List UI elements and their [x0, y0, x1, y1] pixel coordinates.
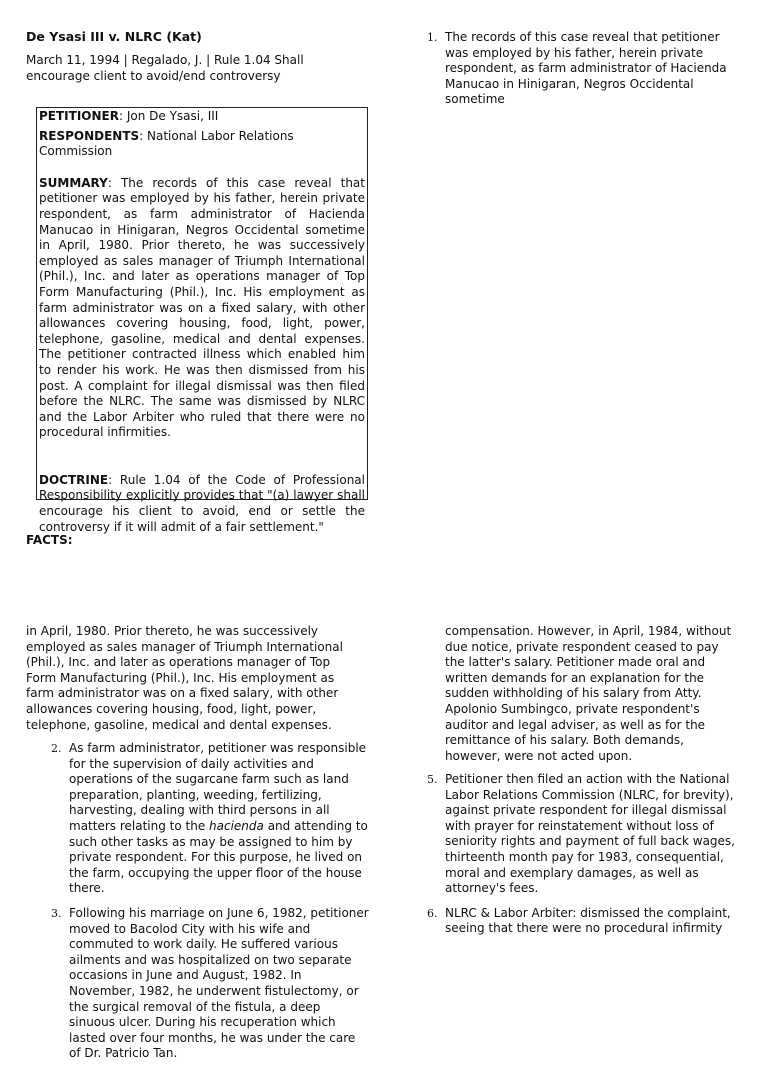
doctrine-paragraph: [39, 473, 365, 535]
case-meta: March 11, 1994 | Regalado, J. | Rule 1.04 Shall encourage client to avoid/end controversy: [26, 53, 304, 83]
summary-label: SUMMARY: [39, 175, 108, 190]
summary-paragraph: [39, 176, 365, 441]
respondents-line: [39, 129, 365, 160]
fact-item-1: [427, 30, 745, 108]
petitioner-value: : Jon De Ysasi, III: [118, 109, 219, 123]
fact-text: The records of this case reveal that petitioner was employed by his father, herein private respondent, as farm administrator of Hacienda Manucao in Hinigaran, Negros Occidental sometime: [445, 30, 727, 107]
petitioner-label: PETITIONER: [39, 109, 119, 123]
fact-item-2: [51, 741, 369, 897]
fact-number: 5.: [427, 773, 438, 786]
facts-continuation-left: [26, 624, 348, 733]
fact-item-5: [427, 772, 741, 897]
doctrine-text: : Rule 1.04 of the Code of Professional Responsibility explicitly provides that "(a) lawyer shall encourage his client to avoid, end or settle the controversy if it will admit of a fair settlement.": [39, 472, 365, 534]
facts-list-start: [427, 30, 745, 108]
respondents-value: : National Labor Relations Commission: [39, 128, 294, 159]
fact-text-italic: hacienda: [209, 818, 264, 833]
case-title: De Ysasi III v. NLRC (Kat): [26, 29, 202, 44]
facts-column-right: [427, 772, 741, 946]
respondents-label: RESPONDENTS: [39, 128, 140, 143]
fact-item-1-continued: in April, 1980. Prior thereto, he was successively employed as sales manager of Triumph International (Phil.), Inc. and later as operations manager of Top Form Manufacturing (Phil.), Inc. His employment as farm administrator was on a fixed salary, with other allowances covering housing, food, light, power, telephone, gasoline, medical and dental expenses.: [26, 624, 343, 732]
facts-heading: FACTS:: [26, 533, 73, 547]
facts-column-top-right: [427, 30, 745, 117]
fact-item-6: [427, 905, 741, 937]
facts-column-left: [51, 741, 369, 1071]
petitioner-line: [39, 109, 365, 125]
doctrine-label: DOCTRINE: [39, 472, 109, 487]
facts-list-left: [51, 741, 369, 1062]
fact-number: 3.: [51, 906, 62, 920]
fact-text: NLRC & Labor Arbiter: dismissed the complaint, seeing that there were no procedural infirmity: [445, 905, 731, 936]
fact-text: Following his marriage on June 6, 1982, petitioner moved to Bacolod City with his wife and commuted to work daily. He suffered various ailments and was hospitalized on two separate occasions in June and August, 1982. In November, 1982, he underwent fistulectomy, or the surgical removal of the fistula, a deep sinuous ulcer. During his recuperation which lasted over four months, he was under the care of Dr. Patricio Tan.: [69, 905, 369, 1061]
facts-continuation-right: [445, 624, 741, 764]
summary-text: : The records of this case reveal that petitioner was employed by his father, herein private respondent, as farm administrator of Hacienda Manucao in Hinigaran, Negros Occidental sometime in April, 1980. Prior thereto, he was successively employed as sales manager of Triumph International (Phil.), Inc. and later as operations manager of Top Form Manufacturing (Phil.), Inc. His employment as farm administrator was on a fixed salary, with other allowances covering housing, food, light, power, telephone, gasoline, medical and dental expenses. The petitioner contracted illness which enabled him to render his work. He was then dismissed from his post. A complaint for illegal dismissal was then filed before the NLRC. The same was dismissed by NLRC and the Labor Arbiter who ruled that there were no procedural infirmities.: [39, 175, 365, 440]
case-summary-box[interactable]: [36, 107, 368, 534]
fact-text: As farm administrator, petitioner was responsible for the supervision of daily activities and operations of the sugarcane farm such as land preparation, planting, weeding, fertilizing, harvesting, dealing with third persons in all matters relating to the: [69, 741, 367, 833]
fact-number: 6.: [427, 906, 438, 920]
facts-list-right: [427, 772, 741, 937]
fact-text: and attending to such other tasks as may be assigned to him by private respondent. For this purpose, he lived on the farm, occupying the upper floor of the house there.: [69, 818, 368, 896]
fact-item-4-continued: compensation. However, in April, 1984, without due notice, private respondent ceased to pay the latter's salary. Petitioner made oral and written demands for an explanation for the sudden withholding of his salary from Atty. Apolonio Sumbingco, private respondent's auditor and legal adviser, as well as for the remittance of his salary. Both demands, however, were not acted upon.: [445, 624, 732, 763]
fact-text: Petitioner then filed an action with the National Labor Relations Commission (NLRC, for brevity), against private respondent for illegal dismissal with prayer for reinstatement without loss of seniority rights and payment of full back wages, thirteenth month pay for 1983, consequential, moral and exemplary damages, as well as attorney's fees.: [445, 772, 735, 896]
fact-item-3: [51, 905, 369, 1062]
fact-number: 1.: [427, 31, 438, 44]
fact-number: 2.: [51, 742, 62, 755]
